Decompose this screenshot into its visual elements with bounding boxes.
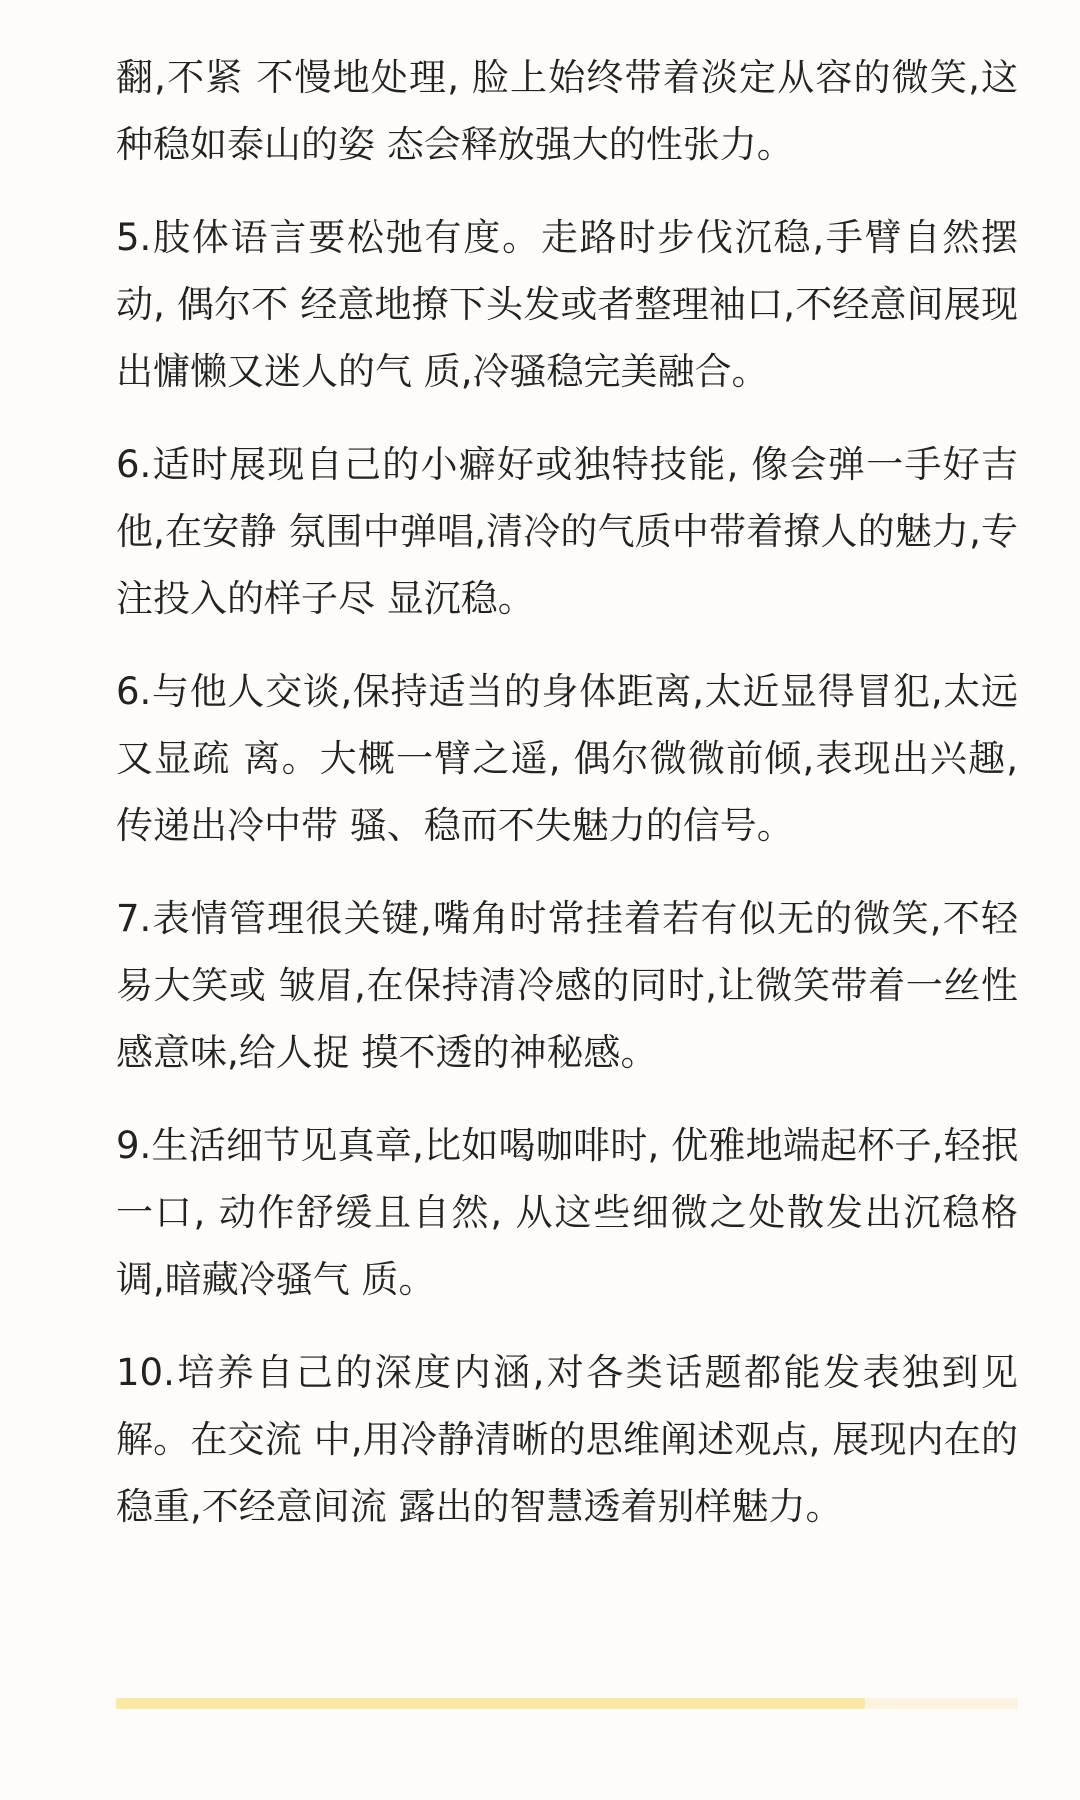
article-body xyxy=(116,44,1018,1566)
paragraph-item-9-details: 9.生活细节见真章,比如喝咖啡时, 优雅地端起杯子,轻抿一口, 动作舒缓且自然, 从这些细微之处散发出沉稳格调,暗藏冷骚气 质。 xyxy=(116,1124,1018,1301)
paragraph-item-10-depth: 10.培养自己的深度内涵,对各类话题都能发表独到见解。在交流 中,用冷静清晰的思维阐述观点, 展现内在的稳重,不经意间流 露出的智慧透着别样魅力。 xyxy=(116,1351,1018,1528)
paragraph-item-7-expression: 7.表情管理很关键,嘴角时常挂着若有似无的微笑,不轻易大笑或 皱眉,在保持清冷感的同时,让微笑带着一丝性感意味,给人捉 摸不透的神秘感。 xyxy=(116,897,1018,1074)
reading-progress-fill xyxy=(116,1698,865,1709)
paragraph-item-6-distance: 6.与他人交谈,保持适当的身体距离,太近显得冒犯,太远又显疏 离。大概一臂之遥, 偶尔微微前倾,表现出兴趣, 传递出冷中带 骚、稳而不失魅力的信号。 xyxy=(116,670,1018,847)
paragraph-item-5-body-language: 5.肢体语言要松弛有度。走路时步伐沉稳,手臂自然摆动, 偶尔不 经意地撩下头发或者整理袖口,不经意间展现出慵懒又迷人的气 质,冷骚稳完美融合。 xyxy=(116,216,1018,393)
paragraph-item-6-hobbies: 6.适时展现自己的小癖好或独特技能, 像会弹一手好吉他,在安静 氛围中弹唱,清冷的气质中带着撩人的魅力,专注投入的样子尽 显沉稳。 xyxy=(116,443,1018,620)
reading-progress-bar xyxy=(116,1698,1018,1709)
paragraph-continued: 翻,不紧 不慢地处理, 脸上始终带着淡定从容的微笑,这种稳如泰山的姿 态会释放强大的性张力。 xyxy=(116,56,1018,166)
